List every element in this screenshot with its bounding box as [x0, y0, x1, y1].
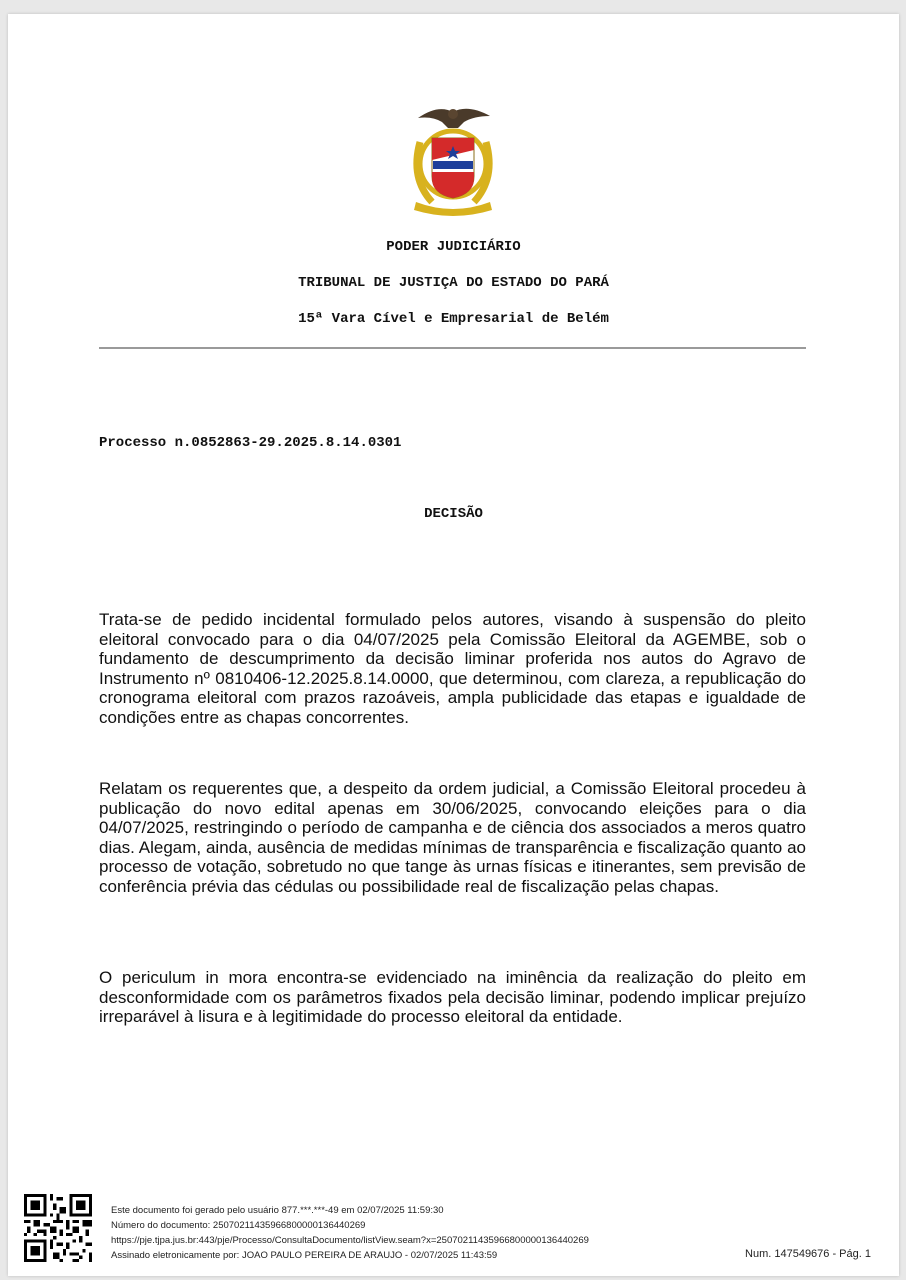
document-page: [8, 14, 899, 1276]
footer-doc-number: Número do documento: 25070211435966800000136440269: [111, 1220, 366, 1231]
header-line-2: TRIBUNAL DE JUSTIÇA DO ESTADO DO PARÁ: [298, 275, 609, 291]
footer-generated: Este documento foi gerado pelo usuário 877.***.***-49 em 02/07/2025 11:59:30: [111, 1205, 444, 1216]
header-line-1: PODER JUDICIÁRIO: [386, 239, 521, 255]
process-number: Processo n.0852863-29.2025.8.14.0301: [99, 435, 402, 451]
footer-url[interactable]: https://pje.tjpa.jus.br:443/pje/Processo/ConsultaDocumento/listView.seam?x=25070211435966800000136440269: [111, 1235, 589, 1246]
header-line-3: 15ª Vara Cível e Empresarial de Belém: [298, 311, 609, 327]
coat-of-arms-icon: [398, 98, 508, 218]
paragraph-2: Relatam os requerentes que, a despeito da ordem judicial, a Comissão Eleitoral procedeu à publicação do novo edital apenas em 30/06/2025, convocando eleições para o dia 04/07/2025, restringindo o período de campanha e de ciência dos associados a meros quatro dias. Alegam, ainda, ausência de medidas mínimas de transparência e fiscalização quanto ao processo de votação, sobretudo no que tange às urnas físicas e itinerantes, sem previsão de conferência prévia das cédulas ou possibilidade real de fiscalização pelas chapas.: [99, 779, 806, 896]
document-title: DECISÃO: [424, 506, 483, 522]
paragraph-3: O periculum in mora encontra-se evidenciado na iminência da realização do pleito em desconformidade com os parâmetros fixados pela decisão liminar, podendo implicar prejuízo irreparável à lisura e à legitimidade do processo eleitoral da entidade.: [99, 968, 806, 1026]
paragraph-1: Trata-se de pedido incidental formulado pelos autores, visando à suspensão do pleito eleitoral convocado para o dia 04/07/2025 pela Comissão Eleitoral da AGEMBE, sob o fundamento de descumprimento da decisão liminar proferida nos autos do Agravo de Instrumento nº 0810406-12.2025.8.14.0000, que determinou, com clareza, a republicação do cronograma eleitoral com prazos razoáveis, ampla publicidade das etapas e igualdade de condições entre as chapas concorrentes.: [99, 610, 806, 727]
header-divider: [99, 347, 806, 349]
qr-code-icon[interactable]: [24, 1194, 92, 1262]
footer-signed: Assinado eletronicamente por: JOAO PAULO PEREIRA DE ARAUJO - 02/07/2025 11:43:59: [111, 1250, 498, 1261]
page-number: Num. 147549676 - Pág. 1: [745, 1248, 871, 1260]
